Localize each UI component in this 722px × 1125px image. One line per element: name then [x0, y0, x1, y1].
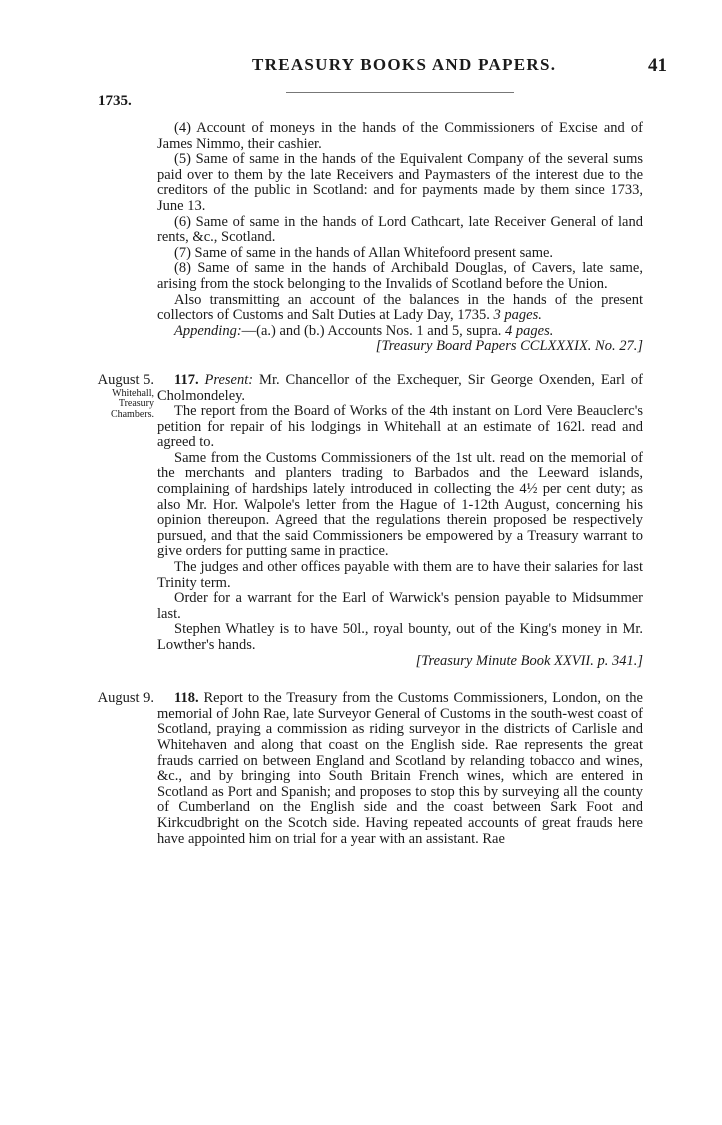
page-number: 41	[648, 55, 667, 76]
present-label: Present:	[204, 371, 254, 388]
paragraph: Same from the Customs Commissioners of the 1st ult. read on the memorial of the merchants and planters trading to Barbados and the Leeward islands, complaining of hardships lately introduced in collecting the 4½ per cent duty; as also Mr. Hor. Walpole's letter from the Hague of 1-12th August, concerning his opinion thereupon. Agreed that the regulations therein proposed be respectively pursued, and that the said Commissioners be empowered by a Treasury warrant to give orders for putting same in practice.	[157, 449, 643, 560]
paragraph: The report from the Board of Works of the 4th instant on Lord Vere Beauclerc's petition for repair of his lodgings in Whitehall at an estimate of 162l. read and agreed to.	[157, 403, 643, 451]
source-reference: [Treasury Board Papers CCLXXXIX. No. 27.]	[375, 338, 643, 355]
entry-number: 117.	[174, 371, 199, 388]
paragraph	[157, 324, 643, 340]
running-header: TREASURY BOOKS AND PAPERS.	[252, 55, 557, 74]
entry-text: Report to the Treasury from the Customs Commissioners, London, on the memorial of John Rae, late Surveyor General of Customs in the south-west coast of Scotland, praying a commission as riding surveyor in the districts of Carlisle and Whitehaven and along that coast on the English side. Rae represents the great frauds carried on between England and Scotland by relanding tobacco and wines, &c., and by bringing into South Britain French wines, which are entered in Scotland as Port and Spanish; and proposes to stop this by surveying all the county of Cumberland on the English side and the coast between Sark Foot and Kirkcudbright on the Scotch side. Having repeated accounts of great frauds here have appointed him on trial for a year with an assistant. Rae	[157, 690, 643, 847]
paragraph: (8) Same of same in the hands of Archibald Douglas, of Cavers, late same, arising from the stock belonging to the Invalids of Scotland before the Union.	[157, 260, 643, 292]
page-count: 3 pages.	[493, 307, 542, 324]
appending-label: Appending:	[174, 322, 242, 339]
page-count: 4 pages.	[505, 322, 554, 339]
paragraph: (4) Account of moneys in the hands of the Commissioners of Excise and of James Nimmo, their cashier.	[157, 120, 643, 152]
entry-118	[97, 690, 643, 847]
source-reference: [Treasury Minute Book XXVII. p. 341.]	[415, 652, 643, 669]
entry-number: 118.	[174, 690, 199, 707]
paragraph: (6) Same of same in the hands of Lord Cathcart, late Receiver General of land rents, &c., Scotland.	[157, 213, 643, 246]
header-rule	[286, 92, 514, 93]
entry-date: August 9.	[97, 690, 154, 707]
paragraph: (5) Same of same in the hands of the Equivalent Company of the several sums paid over to them by the late Receivers and Paymasters of the interest due to the creditors of the public in Scotland: and for payments made by them since 1733, June 13.	[157, 151, 643, 214]
body-text	[97, 120, 643, 847]
paragraph-text: Also transmitting an account of the balances in the hands of the present collectors of Customs and Salt Duties at Lady Day, 1735.	[157, 291, 643, 324]
present-text: Mr. Chancellor of the Exchequer, Sir George Oxenden, Earl of Cholmondeley.	[157, 371, 643, 404]
paragraph	[157, 691, 643, 847]
paragraph	[157, 293, 643, 324]
entry-sidenote	[82, 373, 154, 420]
margin-year: 1735.	[98, 93, 132, 109]
paragraph: Stephen Whatley is to have 50l., royal bounty, out of the King's money in Mr. Lowther's hands.	[157, 621, 643, 653]
entry-sidenote	[82, 691, 154, 707]
paragraph	[157, 373, 643, 404]
paragraph: (7) Same of same in the hands of Allan Whitefoord present same.	[174, 244, 554, 261]
entry-117	[97, 371, 643, 669]
paragraph: Order for a warrant for the Earl of Warwick's pension payable to Midsummer last.	[157, 590, 643, 622]
paragraph: The judges and other offices payable with them are to have their salaries for last Trinity term.	[157, 559, 643, 591]
entry-place: Whitehall, Treasury Chambers.	[110, 387, 154, 420]
appending-text: —(a.) and (b.) Accounts Nos. 1 and 5, supra.	[241, 322, 502, 339]
entry-date: August 5.	[97, 371, 154, 388]
